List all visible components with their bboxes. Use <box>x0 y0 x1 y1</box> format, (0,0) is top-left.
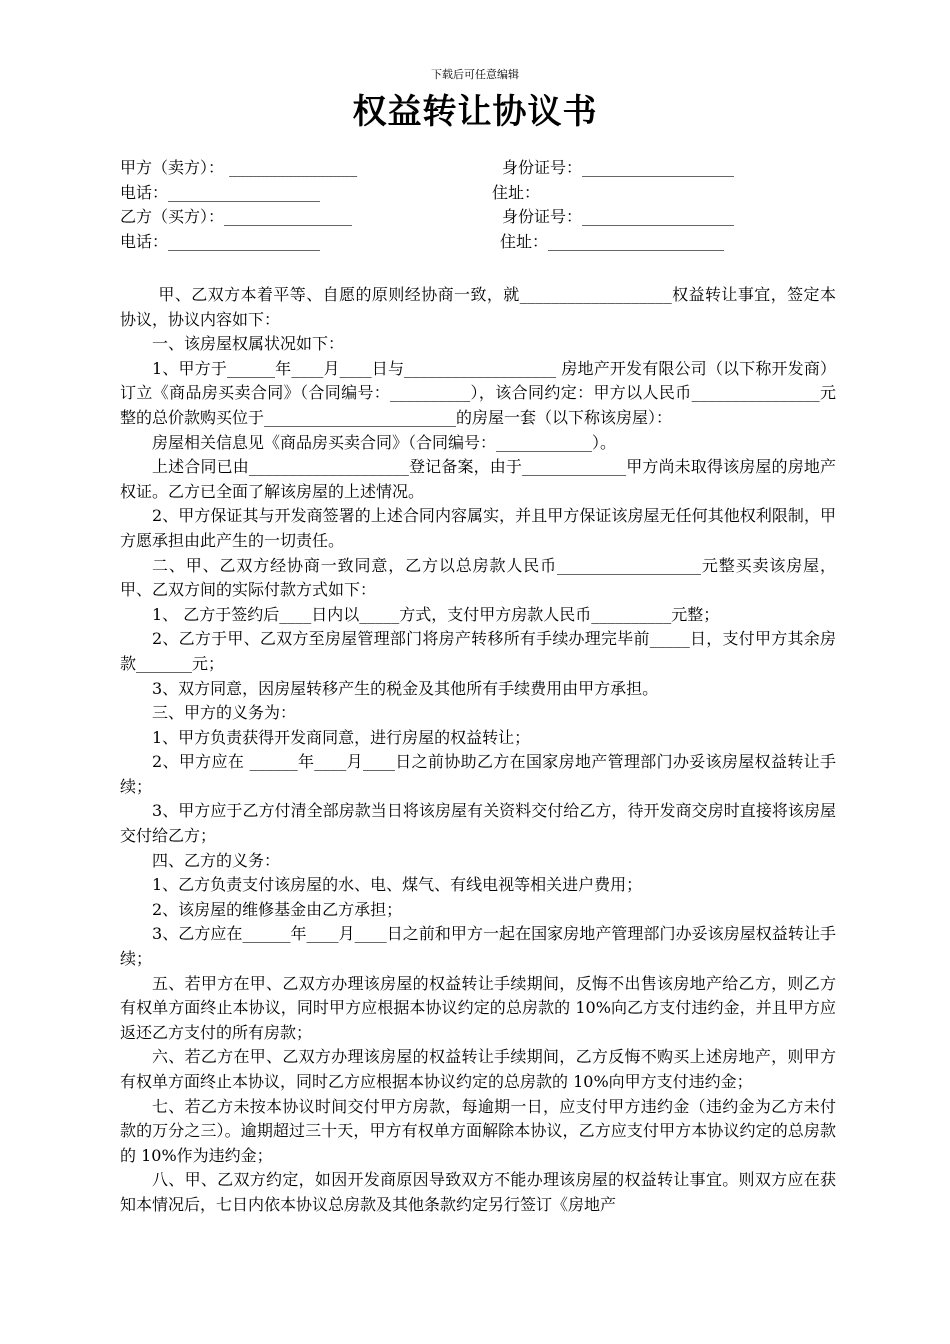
agreement-paragraph: 四、乙方的义务： <box>152 850 281 870</box>
header-note: 下载后可任意编辑 <box>431 68 519 81</box>
agreement-paragraph: 八、甲、乙双方约定，如因开发商原因导致双方不能办理该房屋的权益转让事宜。则双方应在获知本情况后，七日内依本协议总房款及其他条款约定另行签订《房地产 <box>120 1170 836 1214</box>
agreement-paragraph: 3、双方同意，因房屋转移产生的税金及其他所有手续费用由甲方承担。 <box>152 678 659 698</box>
agreement-paragraph: 二、甲、乙双方经协商一致同意，乙方以总房款人民币__________________元整买卖该房屋，甲、乙双方间的实际付款方式如下： <box>120 555 836 600</box>
party-field-right: 身份证号：___________________ <box>502 158 735 177</box>
agreement-paragraph: 上述合同已由____________________登记备案，由于_____________甲方尚未取得该房屋的房地产权证。乙方已全面了解该房屋的上述情况。 <box>120 457 836 501</box>
agreement-paragraph: 房屋相关信息见《商品房买卖合同》（合同编号：____________）。 <box>152 432 617 452</box>
agreement-paragraph: 3、甲方应于乙方付清全部房款当日将该房屋有关资料交付给乙方，待开发商交房时直接将该房屋交付给乙方； <box>120 801 836 846</box>
agreement-paragraph: 六、若乙方在甲、乙双方办理该房屋的权益转让手续期间，乙方反悔不购买上述房地产，则甲方有权单方面终止本协议，同时乙方应根据本协议约定的总房款的 10%向甲方支付违约金； <box>120 1047 836 1091</box>
agreement-paragraph: 1、甲方于______年____月____日与___________________ 房地产开发有限公司（以下称开发商）订立《商品房买卖合同》（合同编号：__________），该合同约定：甲方以人民币________________元整的总价款购买位于________________________的房屋一套（以下称该房屋）： <box>120 358 836 427</box>
agreement-paragraph: 三、甲方的义务为： <box>152 703 297 723</box>
party-field-left: 电话：___________________ <box>120 182 321 202</box>
party-field-right: 身份证号：___________________ <box>502 207 735 226</box>
party-row <box>120 156 840 181</box>
party-row <box>120 230 840 255</box>
party-field-left: 甲方（卖方）： ________________ <box>120 158 358 177</box>
agreement-paragraph: 2、乙方于甲、乙双方至房屋管理部门将房产转移所有手续办理完毕前_____日，支付甲方其余房款_______元； <box>120 629 836 673</box>
party-row <box>120 205 840 230</box>
agreement-paragraph: 2、甲方应在 ______年____月____日之前协助乙方在国家房地产管理部门办妥该房屋权益转让手续； <box>120 752 836 796</box>
agreement-paragraph: 甲、乙双方本着平等、自愿的原则经协商一致，就___________________权益转让事宜，签定本协议，协议内容如下： <box>120 285 836 329</box>
agreement-paragraph: 七、若乙方未按本协议时间交付甲方房款，每逾期一日，应支付甲方违约金（违约金为乙方未付款的万分之三）。逾期超过三十天，甲方有权单方面解除本协议，乙方应支付甲方本协议约定的总房款的 10%作为违约金； <box>120 1096 836 1165</box>
party-field-right: 住址： <box>492 182 541 202</box>
agreement-paragraph: 1、 乙方于签约后____日内以_____方式，支付甲方房款人民币__________元整； <box>152 604 720 624</box>
party-field-right: 住址：______________________ <box>500 231 725 251</box>
party-field-left: 电话：___________________ <box>120 231 321 251</box>
agreement-paragraph: 1、甲方负责获得开发商同意，进行房屋的权益转让； <box>152 727 531 747</box>
agreement-paragraph: 五、若甲方在甲、乙双方办理该房屋的权益转让手续期间，反悔不出售该房地产给乙方，则乙方有权单方面终止本协议，同时甲方应根据本协议约定的总房款的 10%向乙方支付违约金，并且甲方应返还乙方支付的所有房款； <box>120 973 836 1042</box>
document-title: 权益转让协议书 <box>352 92 598 132</box>
agreement-paragraph: 1、乙方负责支付该房屋的水、电、煤气、有线电视等相关进户费用； <box>152 875 643 895</box>
parties-block <box>120 156 840 254</box>
party-row <box>120 181 840 206</box>
agreement-paragraph: 一、该房屋权属状况如下： <box>152 334 345 354</box>
agreement-paragraph: 3、乙方应在______年____月____日之前和甲方一起在国家房地产管理部门办妥该房屋权益转让手续； <box>120 924 836 969</box>
agreement-paragraph: 2、甲方保证其与开发商签署的上述合同内容属实，并且甲方保证该房屋无任何其他权利限制，甲方愿承担由此产生的一切责任。 <box>120 506 836 550</box>
agreement-paragraph: 2、该房屋的维修基金由乙方承担； <box>152 899 403 919</box>
agreement-body <box>120 283 836 1218</box>
party-field-left: 乙方（买方）：________________ <box>120 207 353 226</box>
